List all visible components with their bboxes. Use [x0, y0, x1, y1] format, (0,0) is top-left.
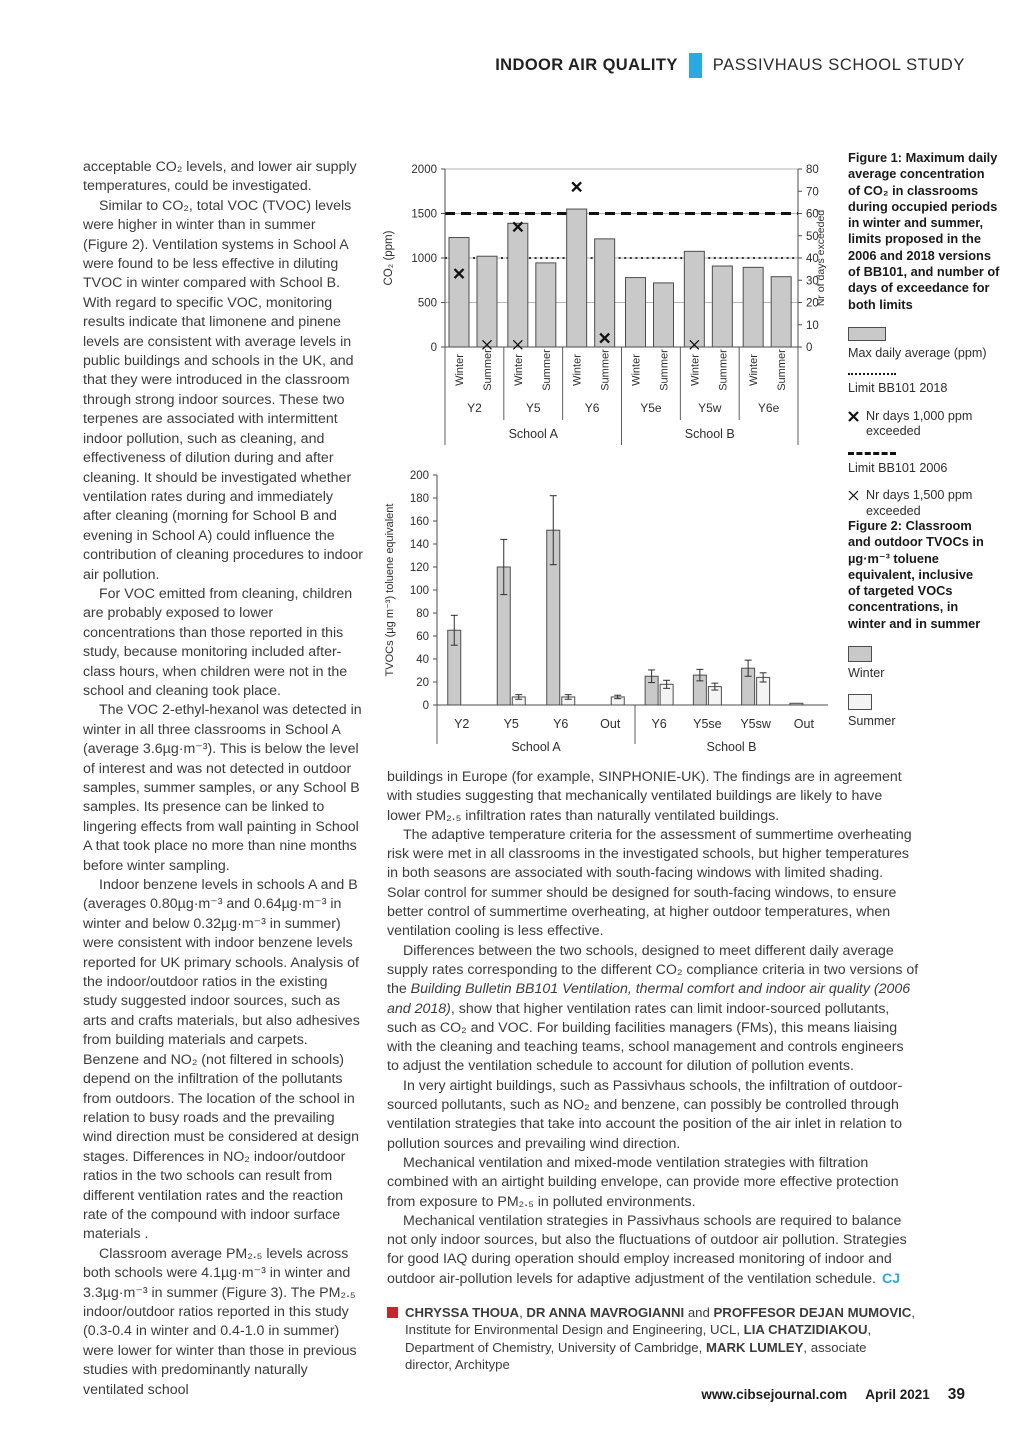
svg-text:60: 60: [806, 208, 819, 221]
bar-summer-Y5e: [654, 283, 674, 347]
svg-text:Winter: Winter: [512, 354, 525, 386]
bar-winter-Y2: [449, 238, 469, 347]
bar-summer-Y6e: [771, 277, 791, 347]
svg-text:Summer: Summer: [658, 349, 671, 391]
svg-text:Y6: Y6: [553, 717, 569, 731]
bar-winter-Out: [790, 703, 803, 705]
legend-label: Limit BB101 2006: [848, 460, 948, 475]
svg-text:500: 500: [417, 297, 437, 310]
right-text-column: [387, 768, 919, 1373]
bar-winter-Y5: [508, 223, 528, 347]
cj-end-mark: CJ: [881, 1270, 901, 1287]
svg-text:Y2: Y2: [454, 717, 470, 731]
svg-text:Summer: Summer: [717, 349, 730, 391]
bar-summer-Y2: [477, 256, 497, 347]
winter-swatch-icon: [848, 646, 872, 662]
svg-text:Out: Out: [793, 717, 814, 731]
paragraph: The VOC 2-ethyl-hexanol was detected in winter in all three classrooms in School A (average 3.6µg·m⁻³). This is below the level of interest and was not detected in outdoor samples, summer samples, or any School B samples. Its presence can be linked to lingering effects from wall painting in School A that took place no more than nine months before winter sampling.: [83, 702, 362, 874]
paragraph: buildings in Europe (for example, SINPHONIE-UK). The findings are in agreement with studies suggesting that mechanically ventilated buildings are likely to have lower PM₂.₅ infiltration rates than naturally ventilated buildings.: [387, 769, 902, 824]
svg-text:Y5: Y5: [525, 401, 541, 415]
bar-swatch-icon: [848, 327, 886, 341]
page-footer: [701, 1386, 965, 1404]
figure1-caption: Figure 1: Maximum daily average concentration of CO₂ in classrooms during occupied periods in winter and summer, limits proposed in the 2006 and 2018 versions of BB101, and number of days of exceedance for both limits: [848, 150, 1000, 312]
legend-item-limit-2006: [848, 452, 1000, 477]
paragraph: Classroom average PM₂.₅ levels across both schools were 4.1µg·m⁻³ in winter and 3.3µg·m⁻³ in summer (Figure 3). The PM₂.₅ indoor/outdoor ratios reported in this study (0.3-0.4 in winter and 0.4-1.0 in summer) were lower for winter than those in previous studies with predominantly naturally ventilated school: [83, 1245, 357, 1398]
red-square-marker-icon: [387, 1307, 398, 1318]
author-block: [387, 1304, 917, 1373]
section-divider-bar: [689, 53, 702, 78]
svg-text:Y5se: Y5se: [693, 717, 722, 731]
bar-summer-Y6: [595, 239, 615, 347]
section-label: INDOOR AIR QUALITY: [495, 56, 678, 74]
svg-text:Summer: Summer: [482, 349, 494, 391]
svg-text:CO₂ (ppm): CO₂ (ppm): [383, 230, 395, 286]
svg-text:Y5sw: Y5sw: [740, 717, 771, 731]
issue-date: April 2021: [865, 1387, 930, 1402]
svg-text:Winter: Winter: [630, 354, 643, 386]
figure1-chart: [378, 148, 830, 448]
paragraph: [387, 942, 919, 1077]
svg-text:70: 70: [806, 186, 819, 199]
figure2-caption-block: [848, 518, 986, 729]
svg-text:Y6e: Y6e: [757, 401, 780, 415]
legend-label: Limit BB101 2018: [848, 381, 948, 396]
days-exceeded-marker: [572, 182, 581, 191]
svg-text:20: 20: [806, 297, 819, 310]
svg-text:160: 160: [409, 516, 429, 528]
paragraph: For VOC emitted from cleaning, children are probably exposed to lower concentrations than those reported in this study, because monitoring included after-class hours, when children were not in the school and cleaning took place.: [83, 585, 353, 699]
legend-item-summer: [848, 694, 986, 730]
bar-summer-Y5w: [712, 266, 732, 347]
x-bold-marker-icon: [848, 411, 859, 422]
svg-text:40: 40: [806, 253, 819, 265]
svg-text:Winter: Winter: [689, 354, 702, 386]
left-text-column: [83, 158, 364, 1400]
legend-label: Max daily average (ppm): [848, 345, 987, 360]
author-paragraph: [405, 1305, 915, 1372]
bar-winter-Y5w: [684, 251, 704, 347]
paragraph: Similar to CO₂, total VOC (TVOC) levels were higher in winter than in summer (Figure 2). Ventilation systems in School A were found to be less effective in diluting TVOC in winter compared with School B. With regard to specific VOC, monitoring results indicate that limonene and pinene levels are consistent with average levels in public buildings and schools in the UK, and that they were introduced in the classroom through strong indoor sources. These two terpenes are associated with intermittent indoor pollution, such as cleaning, and effectiveness of dilution during and after cleaning. It should be investigated whether ventilation rates during and immediately after cleaning (morning for School B and evening in School A) could influence the contribution of cleaning procedures to indoor air pollution.: [83, 197, 363, 583]
figure2-legend: [848, 646, 986, 729]
paragraph: acceptable CO₂ levels, and lower air supply temperatures, could be investigated.: [83, 159, 357, 195]
svg-text:Y2: Y2: [467, 401, 482, 415]
author-name: LIA CHATZIDIAKOU: [743, 1322, 868, 1338]
figure2-chart: [375, 460, 835, 760]
author-affiliation-text: , Institute for Environmental Design and Engineering, UCL,: [405, 1305, 915, 1338]
paragraph-text: Mechanical ventilation strategies in Passivhaus schools are required to balance not only indoor sources, but also the fluctuations of outdoor air pollution. Strategies for good IAQ during operation should employ increased monitoring of indoor and outdoor air-pollution levels for adaptive adjustment of the ventilation schedule.: [387, 1212, 907, 1287]
svg-text:30: 30: [806, 275, 819, 288]
svg-text:Y5w: Y5w: [698, 401, 722, 415]
svg-text:TVOCs (µg m⁻³) toluene equival: TVOCs (µg m⁻³) toluene equivalent: [384, 503, 396, 677]
paragraph: Indoor benzene levels in schools A and B (averages 0.80µg·m⁻³ and 0.64µg·m⁻³ in winter and below 0.32µg·m⁻³ in summer) were consistent with indoor benzene levels reported for UK primary schools. Analysis of the indoor/outdoor ratios in the existing study suggested indoor sources, such as arts and crafts materials, but also adhesives from building materials and carpets. Benzene and NO₂ (not filtered in schools) depend on the infiltration of the pollutants from outdoors. The location of the school in relation to busy roads and the prevailing wind direction must be considered at design stages. Differences in NO₂ indoor/outdoor ratios in the two schools can result from different ventilation rates and the reaction rate of the compound with indoor surface materials .: [83, 877, 360, 1243]
svg-text:1000: 1000: [411, 253, 437, 265]
bar-summer-Y5: [536, 263, 556, 347]
svg-text:40: 40: [416, 654, 429, 666]
bar-winter-Y6e: [743, 267, 763, 347]
author-affiliation-text: , Department of Chemistry, University of Cambridge,: [405, 1322, 872, 1355]
legend-label: Summer: [848, 713, 896, 728]
dashed-line-icon: [848, 452, 896, 455]
svg-text:Y5e: Y5e: [640, 401, 662, 415]
paragraph: In very airtight buildings, such as Passivhaus schools, the infiltration of outdoor-sourced pollutants, such as NO₂ and benzene, can possibly be controlled through ventilation strategies that take into account the position of the air inlet in relation to pollution sources and prevailing wind direction.: [387, 1077, 903, 1152]
publication-title: Building Bulletin BB101 Ventilation, thermal comfort and indoor air quality (2006 and 2018): [387, 981, 911, 1017]
author-name: MARK LUMLEY: [705, 1339, 804, 1355]
svg-text:2000: 2000: [411, 164, 437, 176]
x-thin-marker-icon: [848, 490, 859, 501]
legend-label: Nr days 1,500 ppm exceeded: [866, 488, 973, 518]
legend-item-limit-2018: [848, 373, 1000, 397]
legend-label: Nr days 1,000 ppm exceeded: [866, 408, 973, 439]
figure1-plot: [383, 164, 827, 445]
svg-text:100: 100: [409, 585, 429, 597]
figure2-plot: [384, 470, 828, 754]
figure1-caption-block: [848, 150, 1000, 519]
svg-text:Summer: Summer: [540, 349, 553, 391]
svg-text:Winter: Winter: [454, 354, 466, 386]
svg-text:Summer: Summer: [776, 349, 789, 391]
svg-text:10: 10: [806, 319, 819, 332]
svg-text:School B: School B: [706, 740, 757, 754]
svg-text:0: 0: [430, 342, 437, 354]
dotted-line-icon: [848, 373, 896, 375]
journal-url: www.cibsejournal.com: [701, 1387, 848, 1402]
svg-text:Out: Out: [600, 717, 621, 731]
author-affiliation-text: ,: [519, 1305, 527, 1321]
svg-text:80: 80: [806, 164, 819, 176]
svg-text:20: 20: [416, 677, 429, 689]
svg-text:School B: School B: [684, 427, 735, 441]
svg-text:0: 0: [806, 342, 813, 354]
bar-winter-Y5e: [626, 278, 646, 347]
svg-text:School A: School A: [508, 427, 558, 441]
svg-text:120: 120: [409, 562, 429, 574]
legend-item-max-daily: [848, 327, 1000, 362]
svg-text:1500: 1500: [411, 208, 437, 221]
svg-text:Y5: Y5: [503, 717, 519, 731]
svg-text:School A: School A: [511, 740, 561, 754]
svg-text:Winter: Winter: [571, 354, 584, 386]
legend-item-winter: [848, 646, 986, 682]
author-name: DR ANNA MAVROGIANNI: [526, 1305, 685, 1321]
legend-label: Winter: [848, 666, 885, 681]
svg-text:Summer: Summer: [599, 349, 612, 391]
svg-text:60: 60: [416, 631, 429, 643]
page-header: [495, 53, 965, 78]
paragraph: Mechanical ventilation and mixed-mode ventilation strategies with filtration combined with an airtight building envelope, can provide more effective protection from exposure to PM₂.₅ in polluted environments.: [387, 1154, 899, 1210]
page-number: 39: [947, 1386, 965, 1403]
svg-text:80: 80: [416, 608, 429, 620]
author-name: CHRYSSA THOUA: [405, 1305, 520, 1321]
svg-text:Nr of days exceeded: Nr of days exceeded: [815, 209, 827, 307]
svg-text:180: 180: [409, 493, 429, 505]
figure2-caption: Figure 2: Classroom and outdoor TVOCs in µg·m⁻³ toluene equivalent, inclusive of targeted VOCs concentrations, in winter and in summer: [848, 518, 984, 631]
svg-text:0: 0: [422, 700, 429, 712]
svg-text:Y6: Y6: [651, 717, 667, 731]
author-affiliation-text: , associate director, Architype: [405, 1339, 867, 1372]
paragraph-text: Differences between the two schools, designed to meet different daily average supply rates corresponding to the different CO₂ compliance criteria in two versions of the: [387, 942, 919, 998]
legend-item-days-1000: [848, 409, 1000, 440]
article-category-title: PASSIVHAUS SCHOOL STUDY: [712, 56, 965, 74]
bar-winter-Y6: [567, 209, 587, 347]
svg-text:Y6: Y6: [584, 401, 600, 415]
paragraph: [387, 1212, 919, 1289]
paragraph-text: , show that higher ventilation rates can limit indoor-sourced pollutants, such as CO₂ and VOC. For building facilities managers (FMs), this means liaising with the cleaning and teaching teams, school management and controls engineers to adjust the ventilation schedule to account for dilution of pollution events.: [387, 1000, 904, 1075]
paragraph: The adaptive temperature criteria for the assessment of summertime overheating risk were met in all classrooms in the investigated schools, but higher temperatures in both seasons are associated with south-facing windows with limited shading. Solar control for summer should be designed for south-facing windows, to ensure better control of summertime overheating, at higher outdoor temperatures, when ventilation cooling is less effective.: [387, 826, 912, 940]
svg-text:50: 50: [806, 230, 819, 243]
svg-text:200: 200: [409, 470, 429, 482]
svg-text:Winter: Winter: [748, 354, 761, 386]
legend-item-days-1500: [848, 488, 1000, 519]
author-affiliation-text: and: [684, 1305, 714, 1321]
figure1-legend: [848, 327, 1000, 520]
svg-text:140: 140: [409, 539, 429, 551]
summer-swatch-icon: [848, 694, 872, 710]
author-name: PROFFESOR DEJAN MUMOVIC: [713, 1305, 912, 1321]
